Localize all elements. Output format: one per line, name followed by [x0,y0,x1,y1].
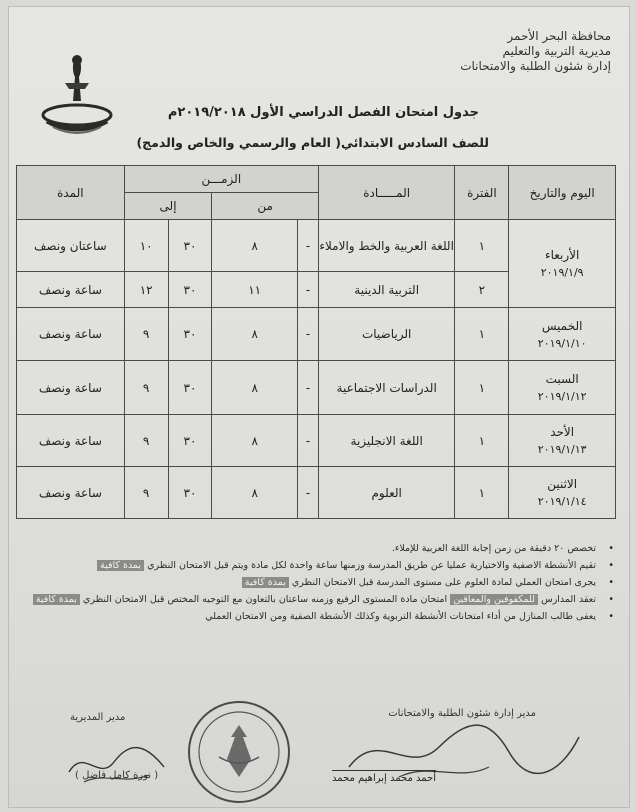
duration-cell: ساعة ونصف [17,415,125,467]
table-row [17,220,616,272]
table-row [17,415,616,467]
governorate-label: محافظة البحر الأحمر [507,29,611,43]
day-date-cell: الأربعاء ٢٠١٩/١/٩ [509,220,616,308]
ministry-logo [39,47,115,142]
to-hour-cell: ١٢ [124,272,168,308]
from-hour-cell: ٨ [212,415,298,467]
from-minutes-cell: - [297,272,318,308]
from-minutes-cell: - [297,467,318,519]
to-hour-cell: ٩ [124,308,168,361]
col-header-from: من [212,193,319,220]
notes-list [24,540,614,625]
subject-cell: الدراسات الاجتماعية [318,361,455,415]
document-subtitle: للصف السادس الابتدائي( العام والرسمي والخاص والدمج) [136,135,489,150]
subject-cell: اللغة العربية والخط والاملاء [318,220,455,272]
to-hour-cell: ٩ [124,467,168,519]
day-date-cell: الأحد ٢٠١٩/١/١٣ [509,415,616,467]
duration-cell: ساعة ونصف [17,361,125,415]
day-date-cell: الاثنين ٢٠١٩/١/١٤ [509,467,616,519]
col-header-subject: المـــــادة [318,166,455,220]
period-cell: ١ [455,415,509,467]
from-hour-cell: ٨ [212,308,298,361]
subject-cell: الرياضيات [318,308,455,361]
col-header-day-date: اليوم والتاريخ [509,166,616,220]
subject-cell: العلوم [318,467,455,519]
to-minutes-cell: ٣٠ [168,220,212,272]
note-item: • يجرى امتحان العملي لمادة العلوم على مستوى المدرسة قبل الامتحان النظري بمدة كافية [24,574,614,591]
duration-cell: ساعة ونصف [17,272,125,308]
to-hour-cell: ٩ [124,361,168,415]
table-row [17,361,616,415]
col-header-duration: المدة [17,166,125,220]
table-row [17,467,616,519]
day-date-cell: الخميس ٢٠١٩/١/١٠ [509,308,616,361]
from-hour-cell: ٨ [212,220,298,272]
col-header-to: إلى [124,193,212,220]
from-hour-cell: ٨ [212,361,298,415]
col-header-time: الزمـــن [124,166,318,193]
note-item: • تخصص ٢٠ دقيقة من زمن إجابة اللغة العربية للإملاء. [24,540,614,557]
from-minutes-cell: - [297,415,318,467]
to-hour-cell: ١٠ [124,220,168,272]
duration-cell: ساعة ونصف [17,308,125,361]
period-cell: ١ [455,308,509,361]
header-block [460,29,611,74]
signature-name-left: ( نورة كامل فاضل ) [75,770,159,781]
to-hour-cell: ٩ [124,415,168,467]
from-minutes-cell: - [297,308,318,361]
period-cell: ١ [455,361,509,415]
official-stamp [179,697,299,807]
from-minutes-cell: - [297,220,318,272]
to-minutes-cell: ٣٠ [168,272,212,308]
department-label: إدارة شئون الطلبة والامتحانات [460,59,611,73]
note-item: • تقيم الأنشطة الاصفية والاختيارية عمليا عن طريق المدرسة وزمنها ساعة واحدة لكل مادة ويتم قبل الامتحان النظري بمدة كافية [24,557,614,574]
signature-title-right: مدير إدارة شئون الطلبة والامتحانات [388,708,536,719]
col-header-period: الفترة [455,166,509,220]
period-cell: ١ [455,220,509,272]
signature-name-right: أحمد محمد إبراهيم محمد [332,770,436,784]
from-hour-cell: ٨ [212,467,298,519]
period-cell: ٢ [455,272,509,308]
table-row [17,308,616,361]
subject-cell: اللغة الانجليزية [318,415,455,467]
directorate-label: مديرية التربية والتعليم [502,44,611,58]
signature-title-left: مدير المديرية [70,712,126,723]
duration-cell: ساعتان ونصف [17,220,125,272]
note-item: • تعقد المدارس للمكفوفين والمعاقين امتحان مادة المستوى الرفيع وزمنه ساعتان بالتعاون مع التوجيه المختص قبل الامتحان النظري بمدة كافية [24,591,614,608]
duration-cell: ساعة ونصف [17,467,125,519]
period-cell: ١ [455,467,509,519]
subject-cell: التربية الدينية [318,272,455,308]
to-minutes-cell: ٣٠ [168,467,212,519]
day-date-cell: السبت ٢٠١٩/١/١٢ [509,361,616,415]
to-minutes-cell: ٣٠ [168,415,212,467]
to-minutes-cell: ٣٠ [168,361,212,415]
from-hour-cell: ١١ [212,272,298,308]
to-minutes-cell: ٣٠ [168,308,212,361]
document-title: جدول امتحان الفصل الدراسي الأول ٢٠١٩/٢٠١٨م [167,105,479,120]
note-item: • يعفى طالب المنازل من أداء امتحانات الأنشطة التربوية وكذلك الأنشطة الصفية ومن الامتحان العملي [24,608,614,625]
exam-schedule-table [16,165,616,519]
from-minutes-cell: - [297,361,318,415]
